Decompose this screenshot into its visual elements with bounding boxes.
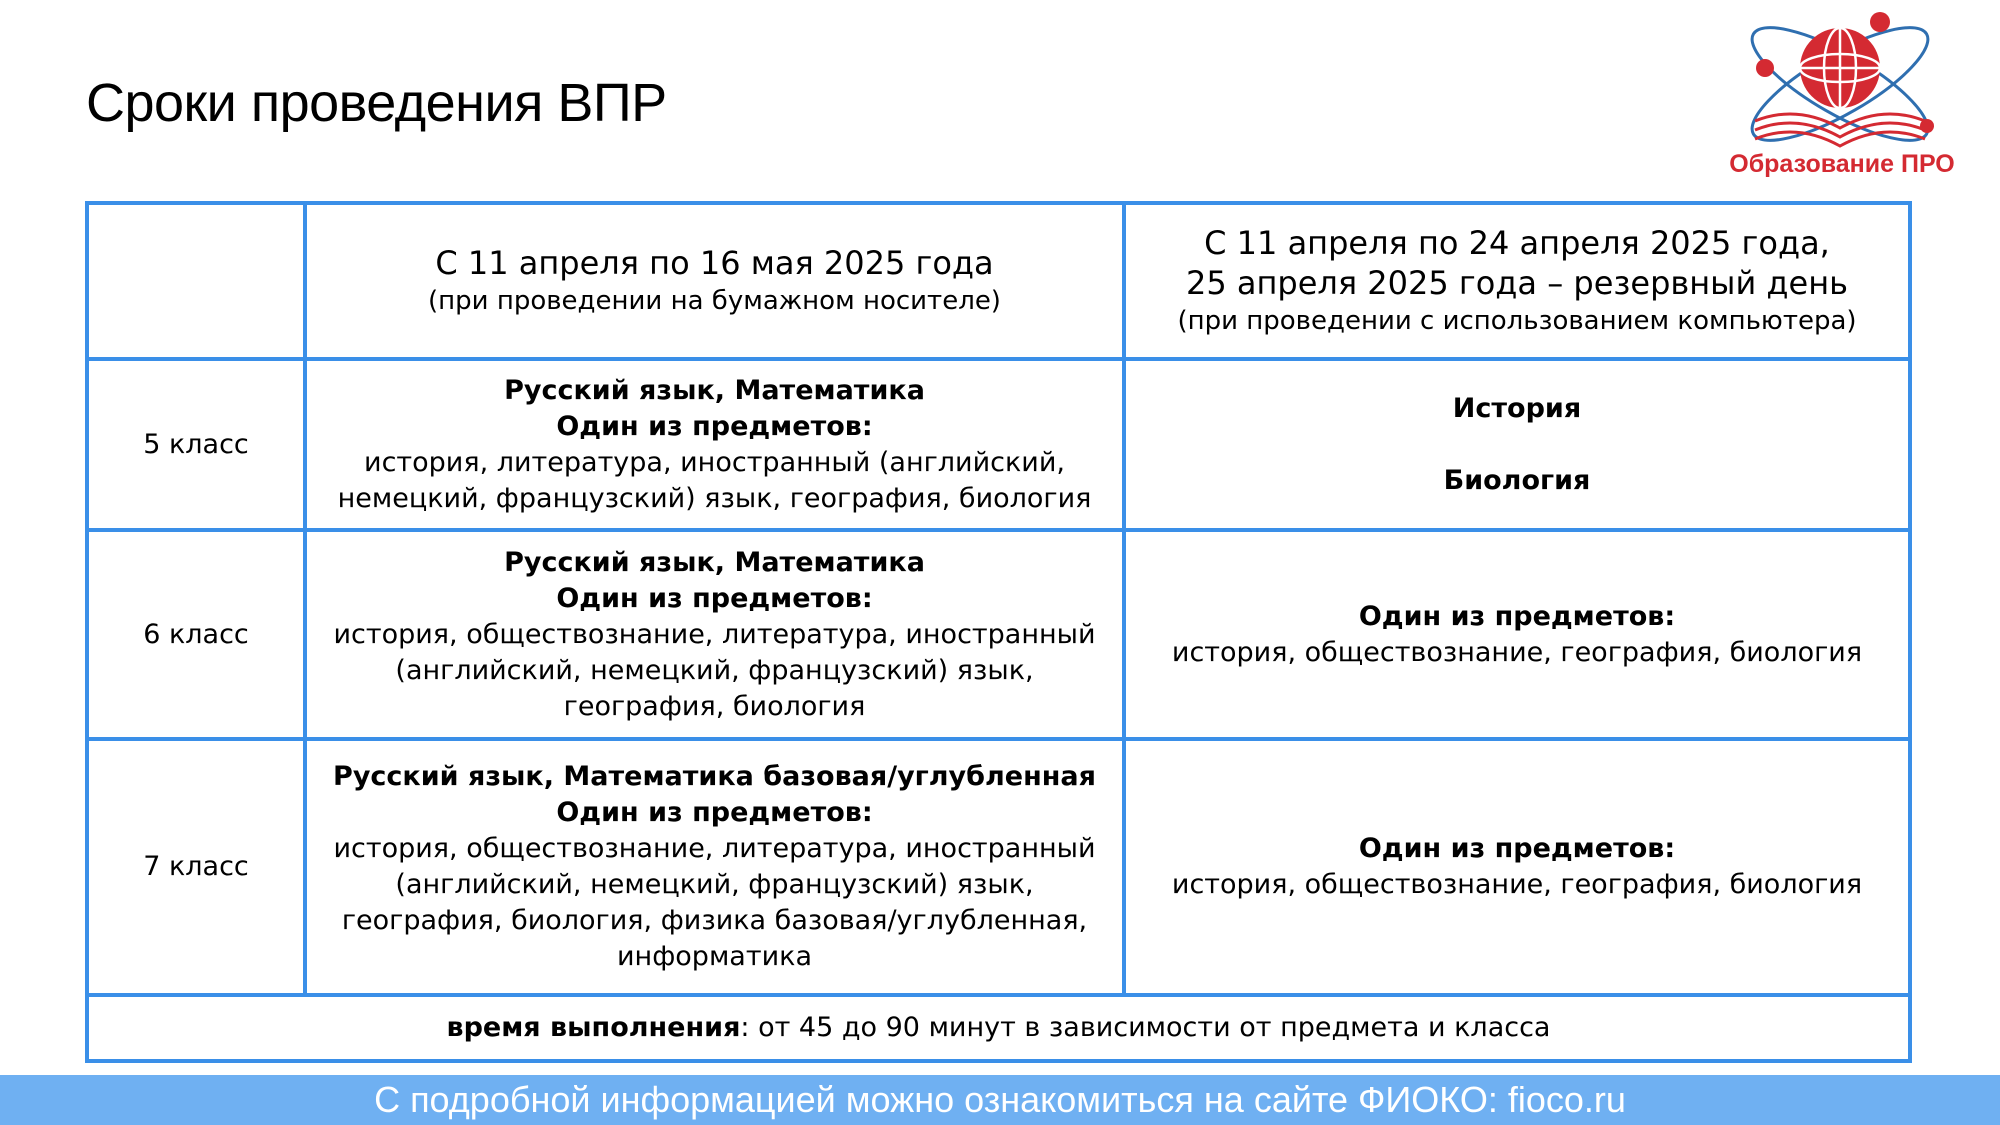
grade-5-computer-subjects: История Биология (1124, 359, 1910, 530)
grade-6-paper-subjects: Русский язык, Математика Один из предметов: история, обществознание, литература, иностранный (английский, немецкий, французский) язык, география, биология (305, 530, 1124, 739)
table-row (87, 530, 1910, 739)
grade-5-paper-subjects: Русский язык, Математика Один из предметов: история, литература, иностранный (английский, немецкий, французский) язык, география, биология (305, 359, 1124, 530)
paper-period-header: С 11 апреля по 16 мая 2025 года (при проведении на бумажном носителе) (305, 203, 1124, 359)
duration-row (87, 995, 1910, 1061)
table-row (87, 739, 1910, 995)
grade-6-label: 6 класс (87, 530, 305, 739)
duration-label: время выполнения (446, 1012, 741, 1043)
duration-cell (87, 995, 1910, 1061)
page-title: Сроки проведения ВПР (86, 73, 667, 133)
grade-5-label: 5 класс (87, 359, 305, 530)
footer-banner: С подробной информацией можно ознакомиться на сайте ФИОКО: fioco.ru (0, 1075, 2000, 1125)
grade-7-label: 7 класс (87, 739, 305, 995)
table-row (87, 359, 1910, 530)
table-header-row (87, 203, 1910, 359)
grade-7-paper-subjects: Русский язык, Математика базовая/углубленная Один из предметов: история, обществознание, литература, иностранный (английский, немецкий, французский) язык, география, биология, физика базовая/углубленная, информатика (305, 739, 1124, 995)
duration-text: : от 45 до 90 минут в зависимости от предмета и класса (740, 1012, 1551, 1043)
grade-7-computer-subjects: Один из предметов: история, обществознание, география, биология (1124, 739, 1910, 995)
logo-caption: Образование ПРО (1729, 150, 1955, 178)
grade-6-computer-subjects: Один из предметов: история, обществознание, география, биология (1124, 530, 1910, 739)
computer-period-header: С 11 апреля по 24 апреля 2025 года, 25 апреля 2025 года – резервный день (при проведении с использованием компьютера) (1124, 203, 1910, 359)
empty-header-cell (87, 203, 305, 359)
schedule-table (85, 201, 1912, 1063)
